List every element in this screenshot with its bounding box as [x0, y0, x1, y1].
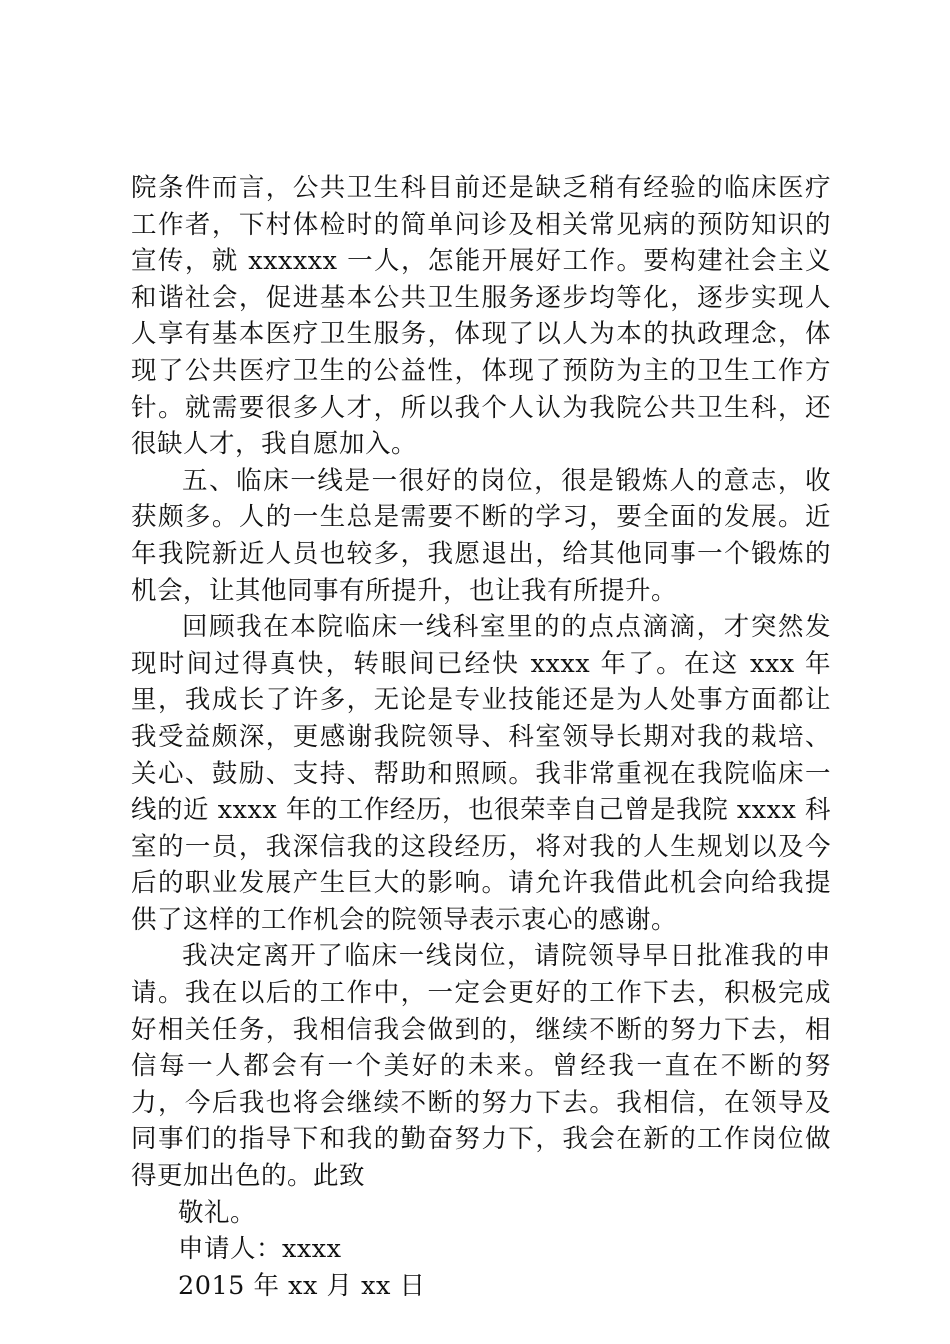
paragraph-public-health: 院条件而言，公共卫生科目前还是缺乏稍有经验的临床医疗工作者，下村体检时的简单问诊及相关常见病的预防知识的宣传，就 xxxxxx 一人，怎能开展好工作。要构建社会主义和谐社会，促进基本公共卫生服务逐步均等化，逐步实现人人享有基本医疗卫生服务，体现了以人为本的执政理念，体现了公共医疗卫生的公益性，体现了预防为主的卫生工作方针。就需要很多人才，所以我个人认为我院公共卫生科，还很缺人才，我自愿加入。: [131, 173, 831, 460]
paragraph-review: 回顾我在本院临床一线科室里的的点点滴滴，才突然发现时间过得真快，转眼间已经快 xxxx 年了。在这 xxx 年里，我成长了许多，无论是专业技能还是为人处事方面都让我受益颇深，更感谢我院领导、科室领导长期对我的栽培、关心、鼓励、支持、帮助和照顾。我非常重视在我院临床一线的近 xxxx 年的工作经历，也很荣幸自己曾是我院 xxxx 科室的一员，我深信我的这段经历，将对我的人生规划以及今后的职业发展产生巨大的影响。请允许我借此机会向给我提供了这样的工作机会的院领导表示衷心的感谢。: [131, 612, 831, 935]
document-body: [131, 170, 831, 1304]
paragraph-clinical-frontline: 五、临床一线是一很好的岗位，很是锻炼人的意志，收获颇多。人的一生总是需要不断的学习，要全面的发展。近年我院新近人员也较多，我愿退出，给其他同事一个锻炼的机会，让其他同事有所提升，也让我有所提升。: [131, 465, 831, 606]
paragraph-decision: 我决定离开了临床一线岗位，请院领导早日批准我的申请。我在以后的工作中，一定会更好的工作下去，积极完成好相关任务，我相信我会做到的，继续不断的努力下去，相信每一人都会有一个美好的未来。曾经我一直在不断的努力，今后我也将会继续不断的努力下去。我相信，在领导及同事们的指导下和我的勤奋努力下，我会在新的工作岗位做得更加出色的。此致: [131, 941, 831, 1192]
closing-salutation: 敬礼。: [178, 1197, 257, 1228]
applicant-signature: 申请人：xxxx: [178, 1234, 342, 1265]
signature-date: 2015 年 xx 月 xx 日: [178, 1270, 426, 1301]
